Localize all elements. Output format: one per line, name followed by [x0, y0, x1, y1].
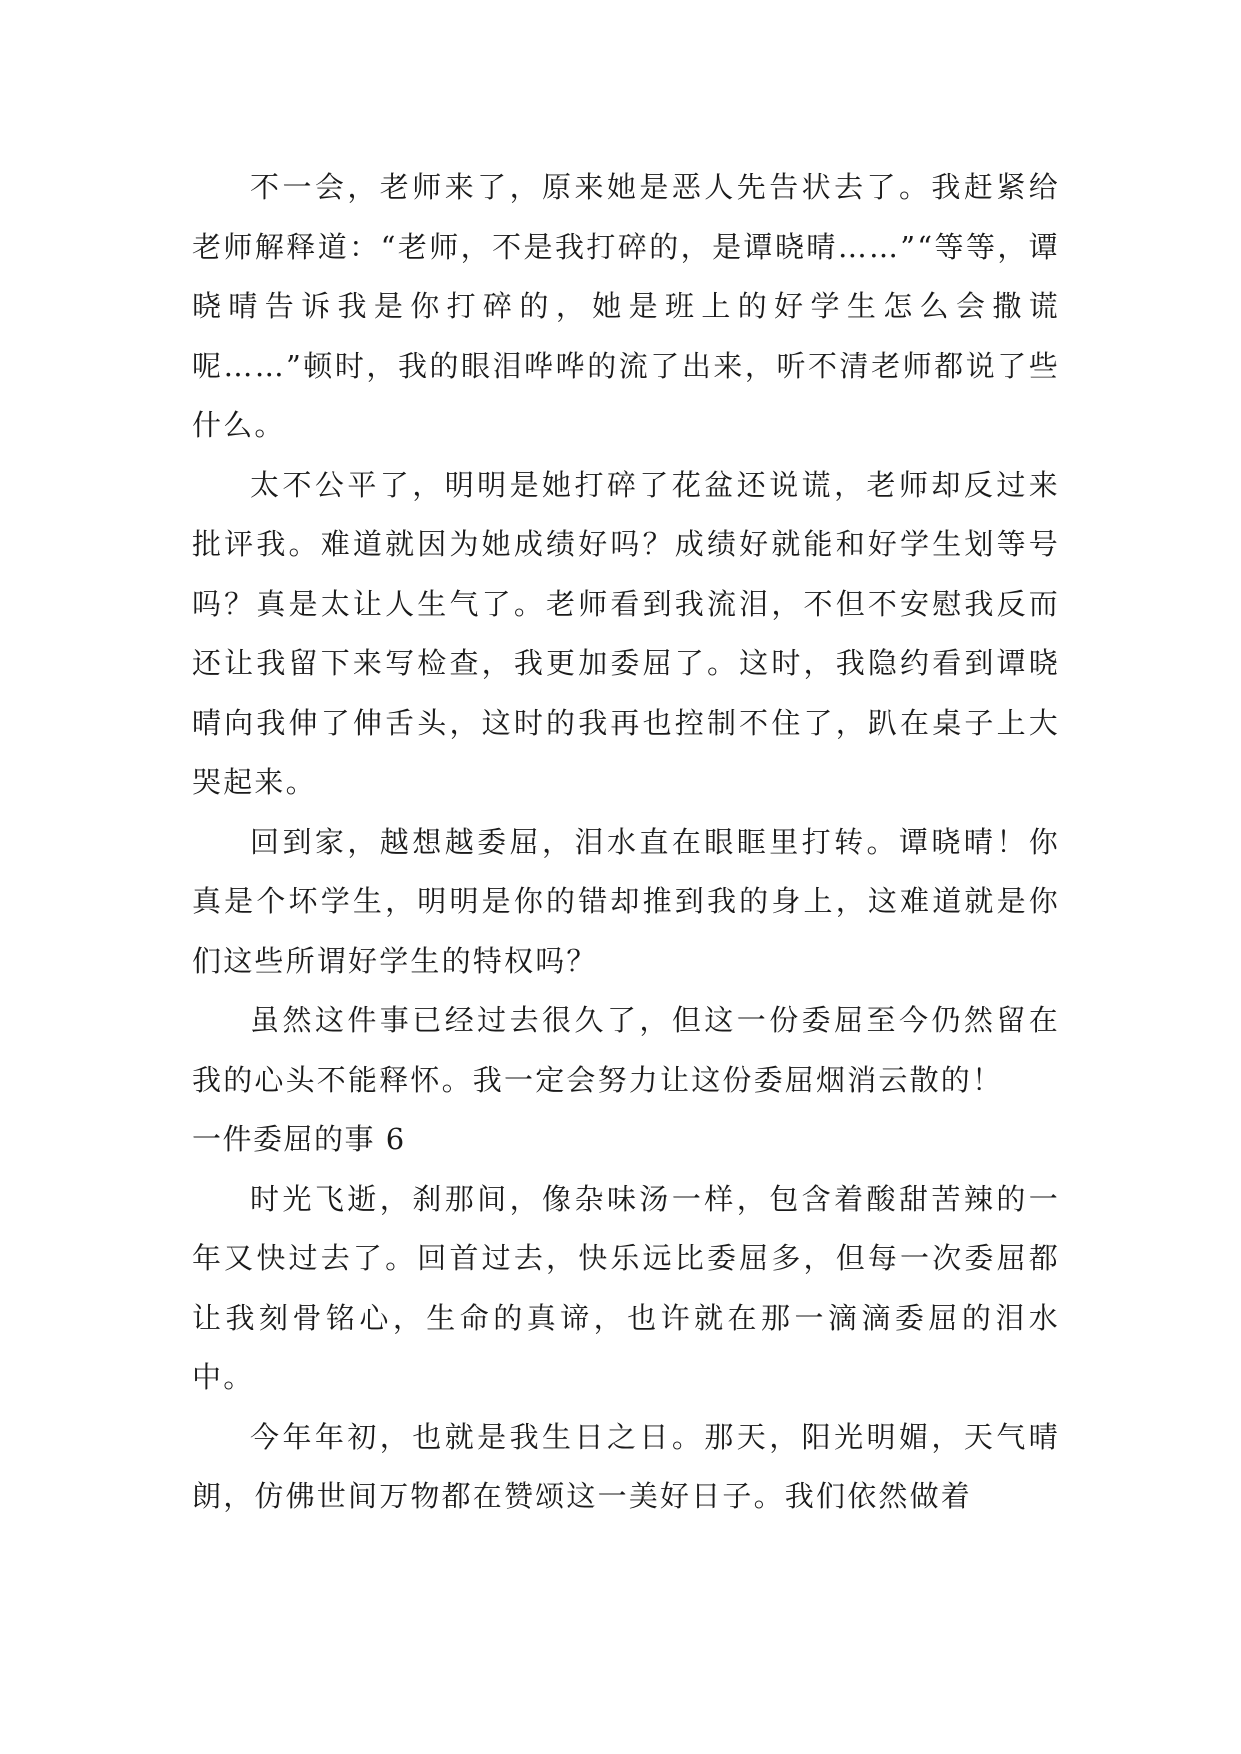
- paragraph: 时光飞逝，刹那间，像杂味汤一样，包含着酸甜苦辣的一年又快过去了。回首过去，快乐远比委屈多，但每一次委屈都让我刻骨铭心，生命的真谛，也许就在那一滴滴委屈的泪水中。: [192, 1181, 1060, 1394]
- paragraph: 太不公平了，明明是她打碎了花盆还说谎，老师却反过来批评我。难道就因为她成绩好吗？成绩好就能和好学生划等号吗？真是太让人生气了。老师看到我流泪，不但不安慰我反而还让我留下来写检查，我更加委屈了。这时，我隐约看到谭晓晴向我伸了伸舌头，这时的我再也控制不住了，趴在桌子上大哭起来。: [192, 467, 1060, 799]
- paragraph: 今年年初，也就是我生日之日。那天，阳光明媚，天气晴朗，仿佛世间万物都在赞颂这一美好日子。我们依然做着: [192, 1419, 1060, 1513]
- paragraph: 虽然这件事已经过去很久了，但这一份委屈至今仍然留在我的心头不能释怀。我一定会努力让这份委屈烟消云散的！: [192, 1003, 1060, 1097]
- paragraph: 回到家，越想越委屈，泪水直在眼眶里打转。谭晓晴！你真是个坏学生，明明是你的错却推到我的身上，这难道就是你们这些所谓好学生的特权吗？: [192, 824, 1060, 978]
- section-title: 一件委屈的事 6: [192, 1122, 406, 1156]
- paragraph: 不一会，老师来了，原来她是恶人先告状去了。我赶紧给老师解释道：“老师，不是我打碎的，是谭晓晴……”“等等，谭晓晴告诉我是你打碎的，她是班上的好学生怎么会撒谎呢……”顿时，我的眼泪哗哗的流了出来，听不清老师都说了些什么。: [192, 170, 1060, 442]
- document-body: [192, 158, 1060, 1527]
